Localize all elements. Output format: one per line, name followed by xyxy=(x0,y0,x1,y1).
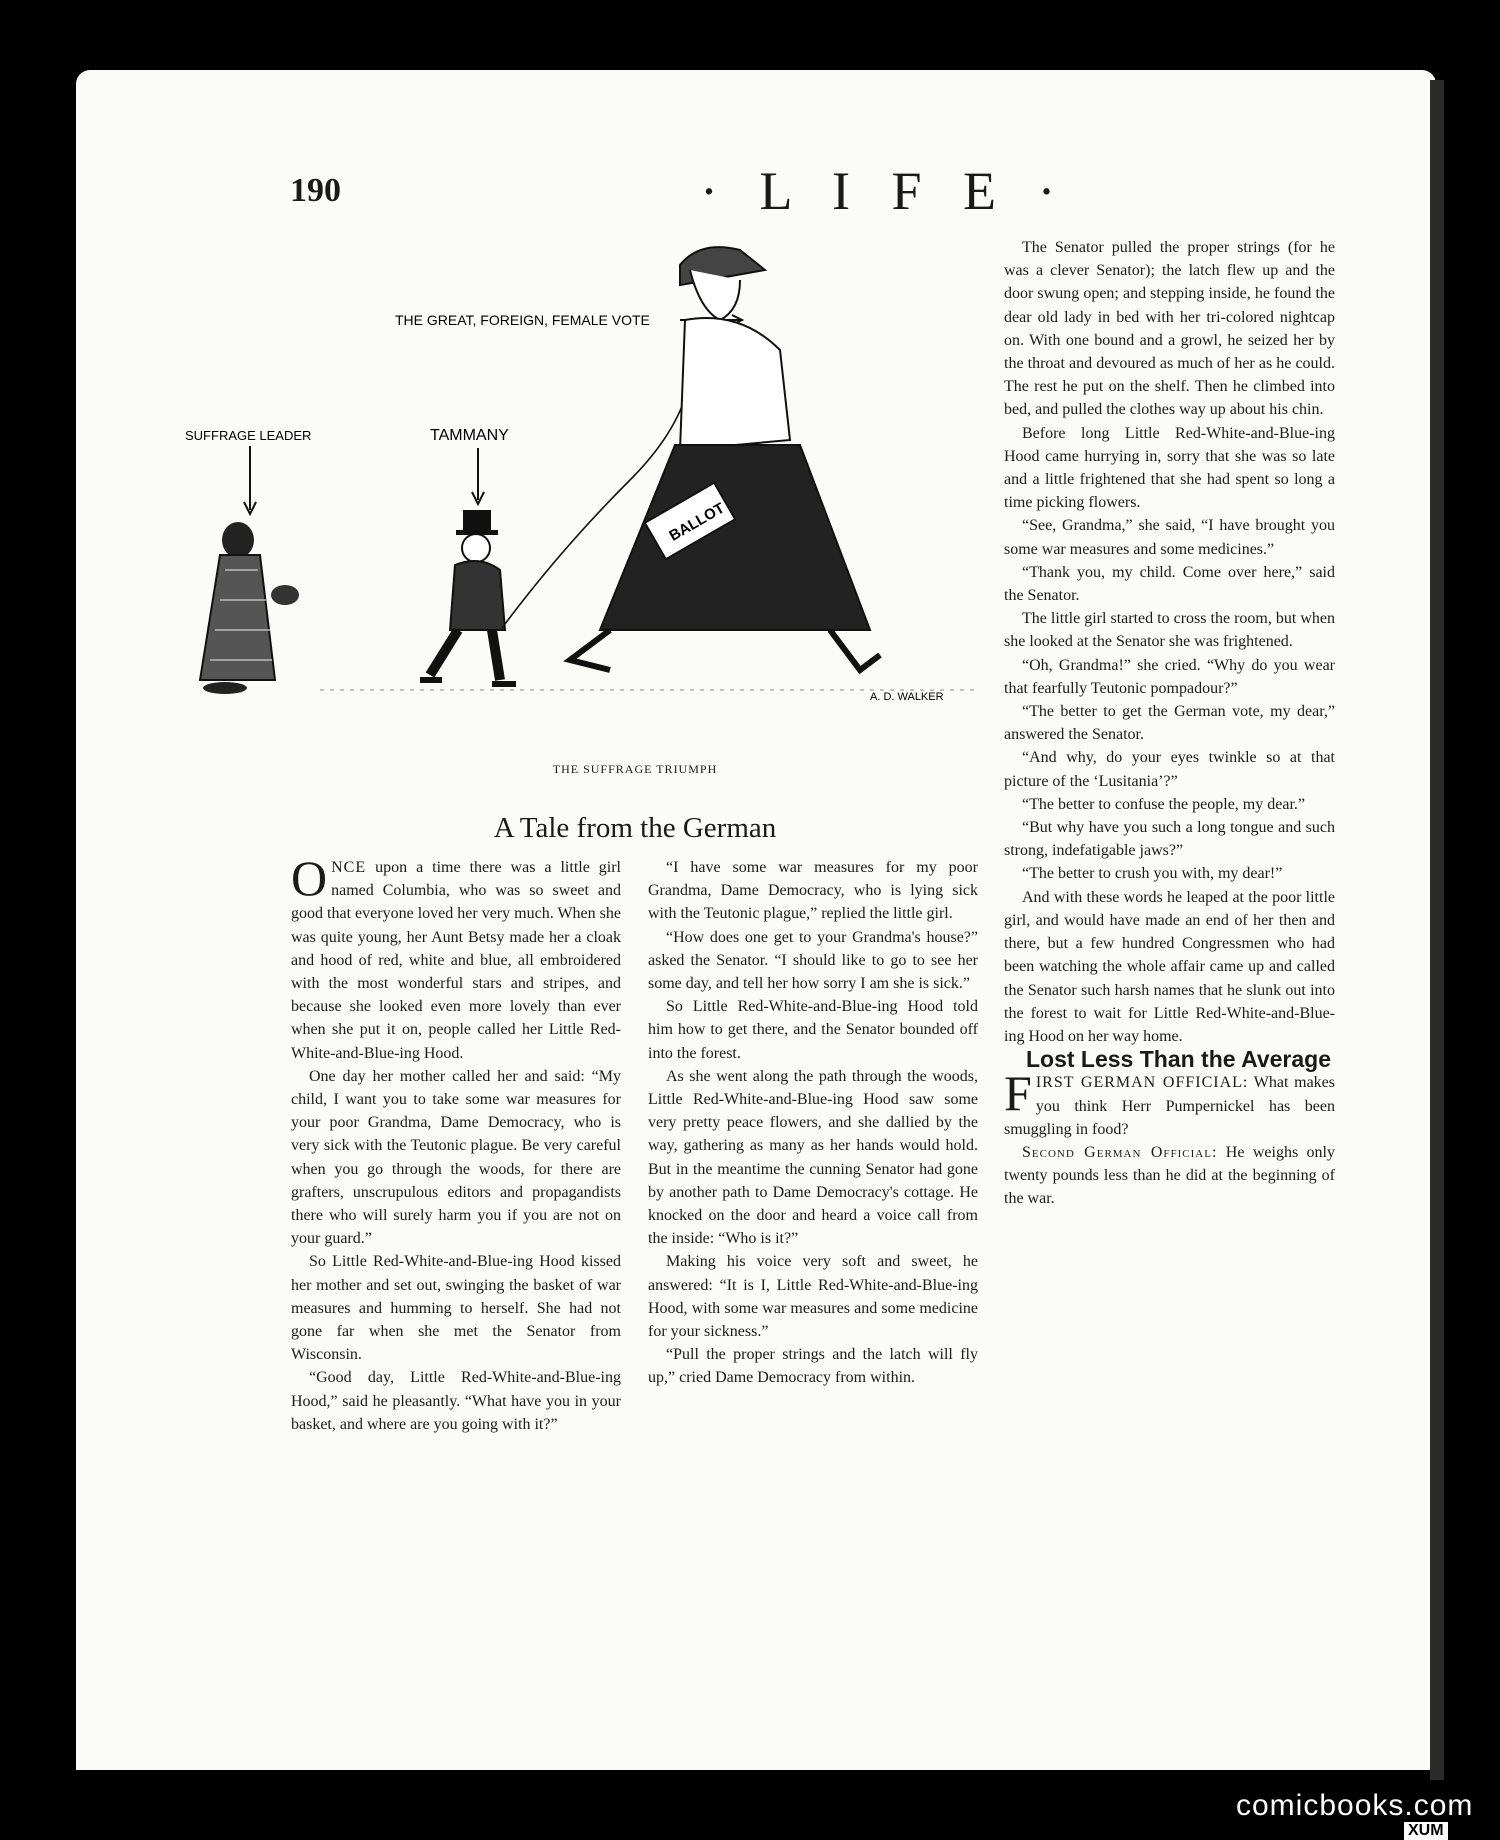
joke-first-speaker: IRST GERMAN OFFICIAL: xyxy=(1035,1074,1249,1092)
story-paragraph: “The better to get the German vote, my dear,” answered the Senator. xyxy=(1004,703,1335,744)
label-suffrage-leader: SUFFRAGE LEADER xyxy=(185,428,312,443)
story-paragraph: “The better to crush you with, my dear!” xyxy=(1022,865,1283,883)
story-paragraph: “Good day, Little Red-White-and-Blue-ing Hood,” said he pleasantly. “What have you in your basket, and where are you going with it?” xyxy=(291,1369,621,1433)
female-vote-figure xyxy=(570,247,880,670)
watermark-site: comicbooks.com xyxy=(1236,1789,1474,1822)
story-paragraph xyxy=(291,850,622,1065)
story-column-3 xyxy=(1004,236,1335,1211)
story-paragraph: Before long Little Red-White-and-Blue-ing Hood came hurrying in, sorry that she was so late and a little frightened that she had spent so long a time picking flowers. xyxy=(1004,424,1335,512)
story-paragraph: Making his voice very soft and sweet, he answered: “It is I, Little Red-White-and-Blue-ing Hood, with some war measures and some medicine for your sickness.” xyxy=(648,1253,978,1341)
story-paragraph: “Oh, Grandma!” she cried. “Why do you wear that fearfully Teutonic pompadour?” xyxy=(1004,656,1335,697)
joke-paragraph-1 xyxy=(1004,1065,1335,1141)
story-paragraph: “But why have you such a long tongue and such strong, indefatigable jaws?” xyxy=(1004,819,1335,860)
story-paragraph: And with these words he leaped at the poor little girl, and would have made an end of her then and there, but a few hundred Congressmen who had been watching the whole affair came up and called the Senator such harsh names that he slunk out into the forest to wait for Little Red-White-and-Blue-ing Hood on her way home. xyxy=(1004,888,1335,1045)
story-paragraph: So Little Red-White-and-Blue-ing Hood kissed her mother and set out, swinging the basket of war measures and humming to herself. She had not gone far when she met the Senator from Wisconsin. xyxy=(291,1253,621,1364)
joke-second-speaker: Second German Official: xyxy=(1022,1143,1218,1161)
joke-first-line: What makes you think Herr Pumpernickel has been smuggling in food? xyxy=(1004,1074,1335,1138)
story-paragraph: “I have some war measures for my poor Grandma, Dame Democracy, who is lying sick with the Teutonic plague,” replied the little girl. xyxy=(648,859,978,923)
story-opening-text: upon a time there was a little girl named Columbia, who was so sweet and good that everyone loved her very much. When she was quite young, her Aunt Betsy made her a cloak and hood of red, white and blue, all embroidered with the most wonderful stars and stripes, and because she looked even more lovely than ever when she put it on, people called her Little Red-White-and-Blue-ing Hood. xyxy=(291,859,622,1062)
cartoon-illustration xyxy=(180,210,1000,770)
story-paragraph: “See, Grandma,” she said, “I have brought you some war measures and some medicines.” xyxy=(1004,517,1335,558)
suffrage-leader-figure xyxy=(200,522,299,694)
story-paragraph: As she went along the path through the woods, Little Red-White-and-Blue-ing Hood saw some very pretty peace flowers, and she dallied by the way, gathering as many as her hands would hold. But in the meantime the cunning Senator had gone by another path to Dame Democracy's cottage. He knocked on the door and heard a voice call from the inside: “Who is it?” xyxy=(648,1067,978,1248)
joke-dropcap: F xyxy=(1004,1065,1032,1122)
page-number: 190 xyxy=(290,172,341,209)
label-tammany: TAMMANY xyxy=(430,427,509,444)
story-paragraph: “How does one get to your Grandma's house?” asked the Senator. “I should like to go to see her some day, and tell her how sorry I am she is sick.” xyxy=(648,928,978,993)
story-dropcap: O xyxy=(291,850,328,906)
masthead-title: · L I F E · xyxy=(700,161,1070,221)
story-paragraph: “And why, do your eyes twinkle so at that picture of the ‘Lusitania’?” xyxy=(1004,749,1335,790)
joke-paragraph-2 xyxy=(1004,1141,1335,1211)
story-paragraph: One day her mother called her and said: “My child, I want you to take some war measures for your poor Grandma, Dame Democracy, who is very sick with the Teutonic plague. Be very careful when you go through the woods, for there are grafters, unscrupulous editors and propagandists there who will surely harm you if you are not on your guard.” xyxy=(291,1067,621,1248)
ballot-label: BALLOT xyxy=(666,499,728,545)
page-spine xyxy=(1430,80,1444,1780)
story-paragraph: “Thank you, my child. Come over here,” said the Senator. xyxy=(1004,563,1335,605)
label-foreign-vote: THE GREAT, FOREIGN, FEMALE VOTE xyxy=(395,312,650,328)
tammany-figure xyxy=(420,510,516,684)
story-paragraph: The little girl started to cross the room, but when she looked at the Senator she was frightened. xyxy=(1004,610,1335,651)
story-paragraph: “Pull the proper strings and the latch will fly up,” cried Dame Democracy from within. xyxy=(648,1346,978,1387)
joke-title: Lost Less Than the Average xyxy=(1025,1046,1332,1073)
joke-second-line: He weighs only twenty pounds less than he did at the beginning of the war. xyxy=(1004,1143,1335,1208)
story-column-2 xyxy=(648,856,978,1390)
story-paragraph: “The better to confuse the people, my dear.” xyxy=(1022,795,1305,813)
story-column-1 xyxy=(291,850,622,1436)
story-title: A Tale from the German xyxy=(493,812,777,844)
watermark-tag: XUM xyxy=(1404,1822,1448,1840)
cartoon-caption: THE SUFFRAGE TRIUMPH xyxy=(552,762,718,776)
story-paragraph: The Senator pulled the proper strings (for he was a clever Senator); the latch flew up and the door swung open; and stepping inside, he found the dear old lady in bed with her tri-colored nightcap on. With one bound and a growl, he seized her by the throat and devoured as much of her as he could. The rest he put on the shelf. Then he climbed into bed, and pulled the clothes way up about his chin. xyxy=(1004,239,1335,419)
story-paragraph: So Little Red-White-and-Blue-ing Hood told him how to get there, and the Senator bounded off into the forest. xyxy=(648,998,978,1062)
story-opening-caps: NCE xyxy=(331,859,367,876)
artist-signature: A. D. WALKER xyxy=(870,691,944,703)
